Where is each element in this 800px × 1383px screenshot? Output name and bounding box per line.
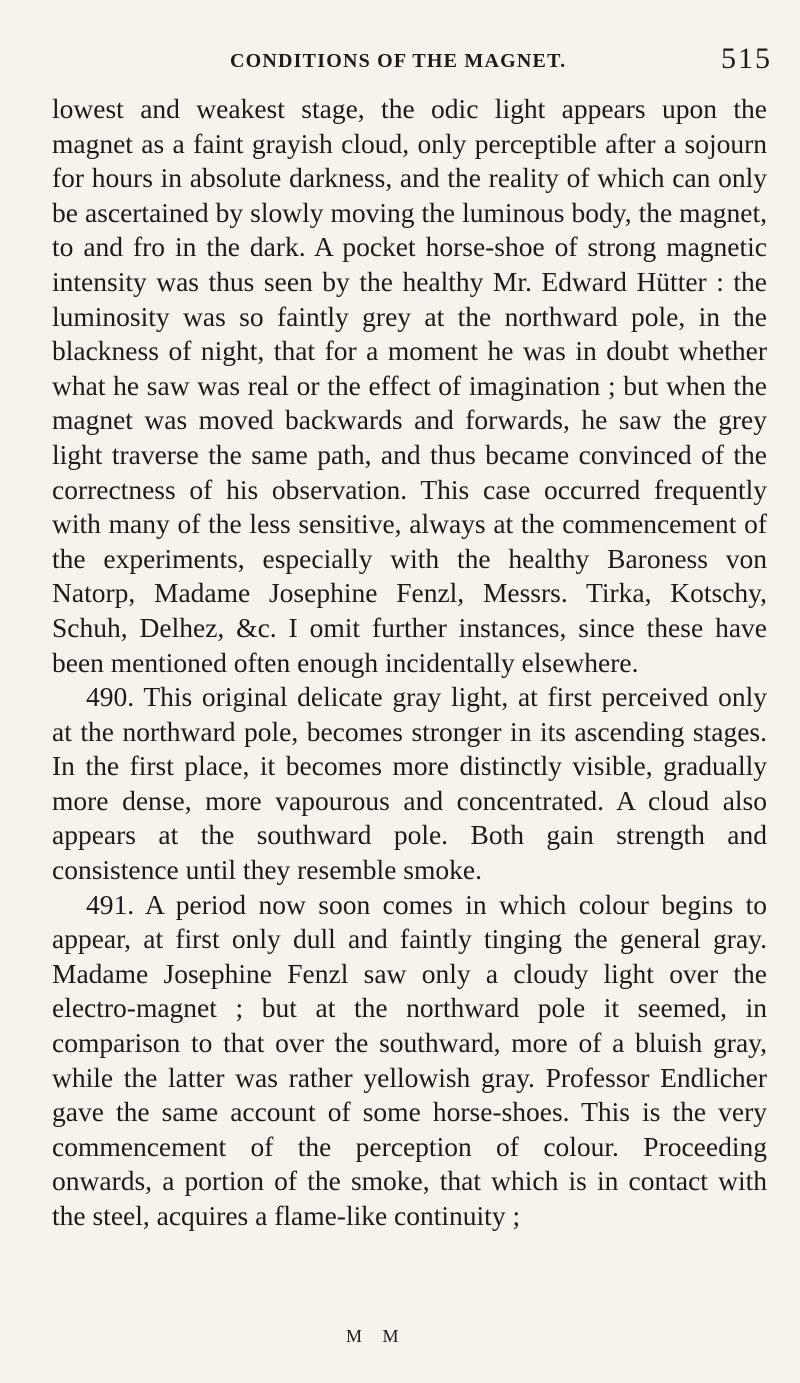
paragraph-continued: lowest and weakest stage, the odic light appears upon the magnet as a faint grayish cloud, only perceptible after a sojourn for hours in absolute darkness, and the reality of which can only be ascertained by slowly moving the luminous body, the magnet, to and fro in the dark. A pocket horse-shoe of strong magnetic intensity was thus seen by the healthy Mr. Edward Hütter : the luminosity was so faintly grey at the northward pole, in the blackness of night, that for a moment he was in doubt whether what he saw was real or the effect of imagination ; but when the magnet was moved backwards and forwards, he saw the grey light traverse the same path, and thus became convinced of the correctness of his observation. This case occurred frequently with many of the less sensitive, always at the commencement of the experiments, especially with the healthy Baroness von Natorp, Madame Josephine Fenzl, Messrs. Tirka, Kotschy, Schuh, Delhez, &c. I omit further instances, since these have been mentioned often enough incidentally elsewhere. (52, 93, 767, 678)
running-head (52, 42, 772, 80)
running-title: CONDITIONS OF THE MAGNET. (230, 50, 567, 72)
page-number: 515 (721, 42, 772, 75)
paragraph-490: 490. This original delicate gray light, at first perceived only at the northward pole, becomes stronger in its ascending stages. In the first place, it becomes more distinctly visible, gradually more dense, more vapourous and concentrated. A cloud also appears at the southward pole. Both gain strength and consistence until they resemble smoke. (52, 681, 767, 886)
signature-mark: M M (346, 1326, 407, 1346)
body-text (52, 92, 767, 1234)
paragraph-491: 491. A period now soon comes in which colour begins to appear, at first only dull and faintly tinging the general gray. Madame Josephine Fenzl saw only a cloudy light over the electro-magnet ; but at the northward pole it seemed, in comparison to that over the southward, more of a bluish gray, while the latter was rather yellowish gray. Professor Endlicher gave the same account of some horse-shoes. This is the very commencement of the perception of colour. Proceeding onwards, a portion of the smoke, that which is in contact with the steel, acquires a flame-like continuity ; (52, 888, 767, 1231)
